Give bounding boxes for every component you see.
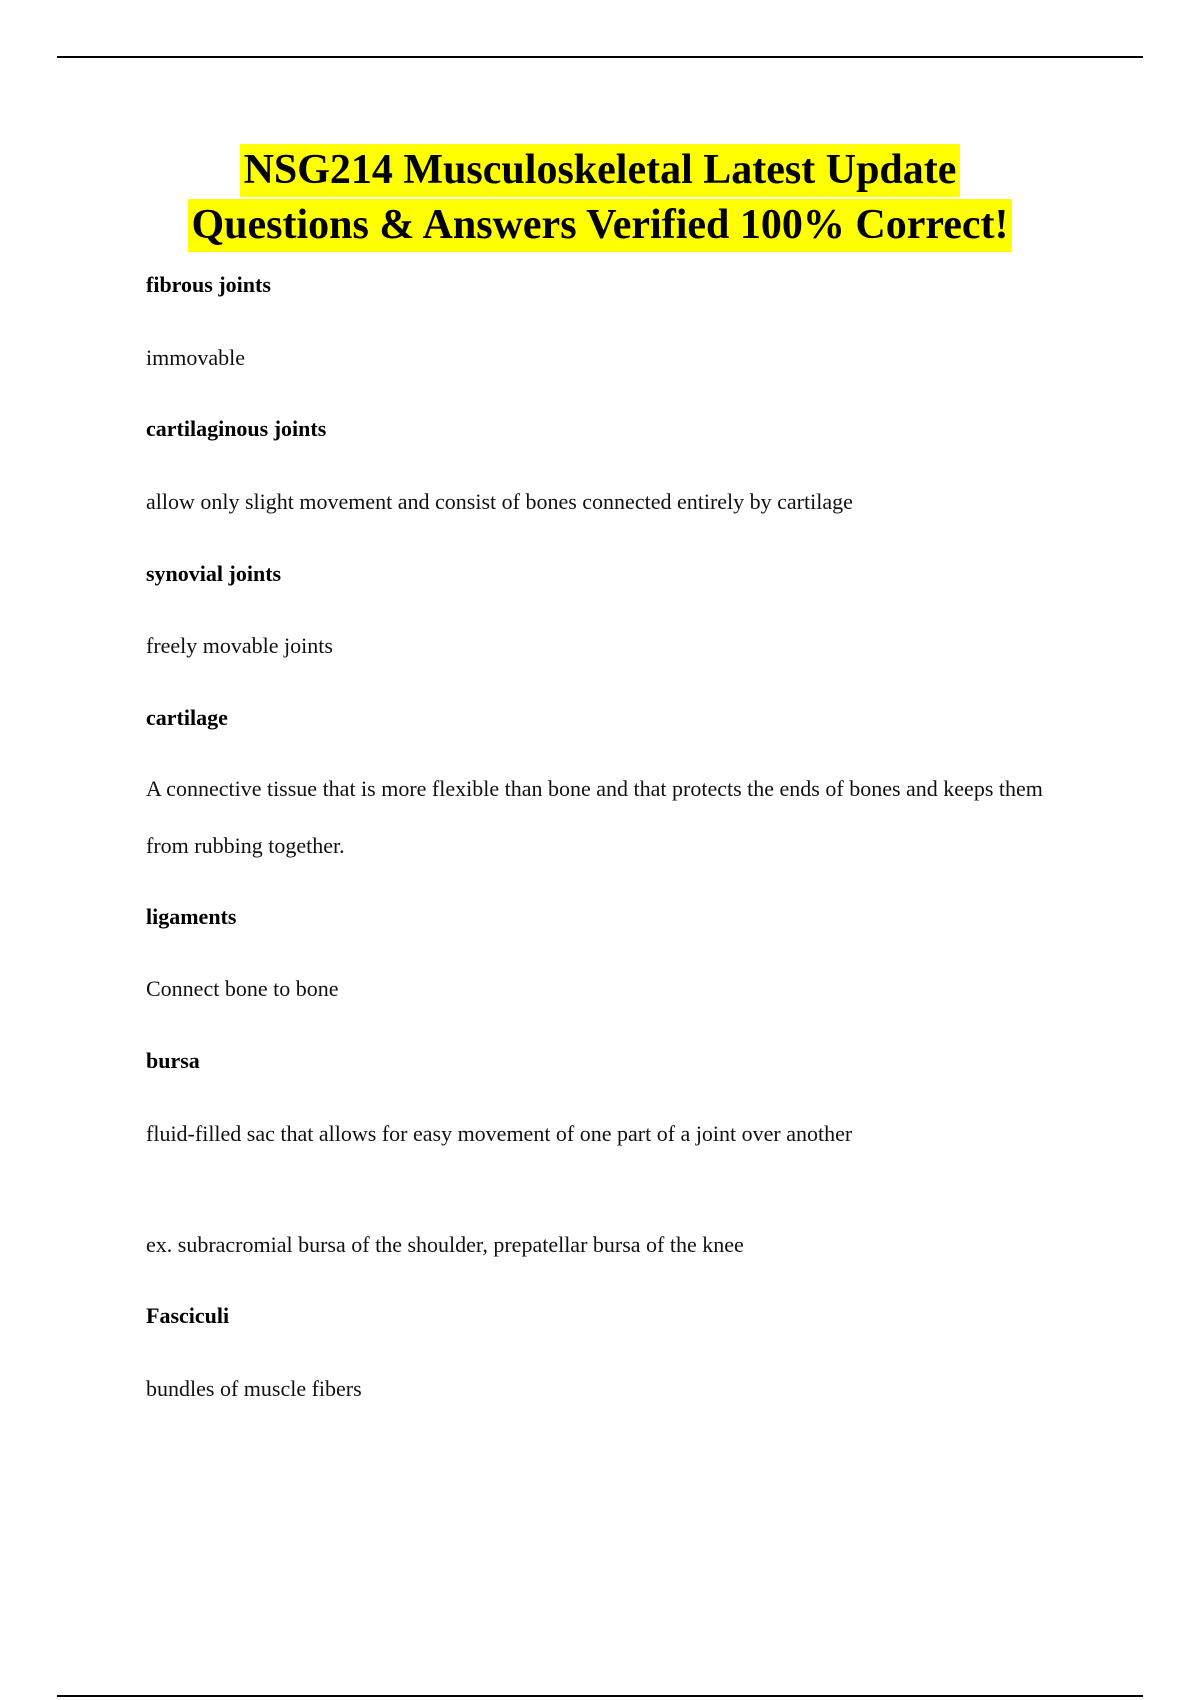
definition-cartilaginous-joints: allow only slight movement and consist of bones connected entirely by cartilage (146, 489, 853, 514)
top-rule (57, 56, 1143, 58)
bottom-rule (57, 1695, 1143, 1697)
term-ligaments: ligaments (146, 904, 237, 929)
definition-cartilage: A connective tissue that is more flexible than bone and that protects the ends of bones and keeps them from rubbing together. (146, 776, 1043, 858)
term-cartilaginous-joints: cartilaginous joints (146, 416, 327, 441)
document-title (0, 144, 1200, 252)
term-bursa: bursa (146, 1048, 200, 1073)
title-line-1: NSG214 Musculoskeletal Latest Update (240, 144, 961, 197)
term-synovial-joints: synovial joints (146, 561, 282, 586)
term-cartilage: cartilage (146, 705, 228, 730)
term-fibrous-joints: fibrous joints (146, 272, 271, 297)
definition-synovial-joints: freely movable joints (146, 633, 333, 658)
title-line-2: Questions & Answers Verified 100% Correct! (188, 199, 1013, 252)
definition-fibrous-joints: immovable (146, 345, 245, 370)
definition-ligaments: Connect bone to bone (146, 976, 339, 1001)
definition-fasciculi: bundles of muscle fibers (146, 1376, 362, 1401)
term-fasciculi: Fasciculi (146, 1303, 230, 1328)
definition-bursa: fluid-filled sac that allows for easy movement of one part of a joint over another (146, 1121, 853, 1146)
example-bursa: ex. subracromial bursa of the shoulder, prepatellar bursa of the knee (146, 1232, 744, 1257)
